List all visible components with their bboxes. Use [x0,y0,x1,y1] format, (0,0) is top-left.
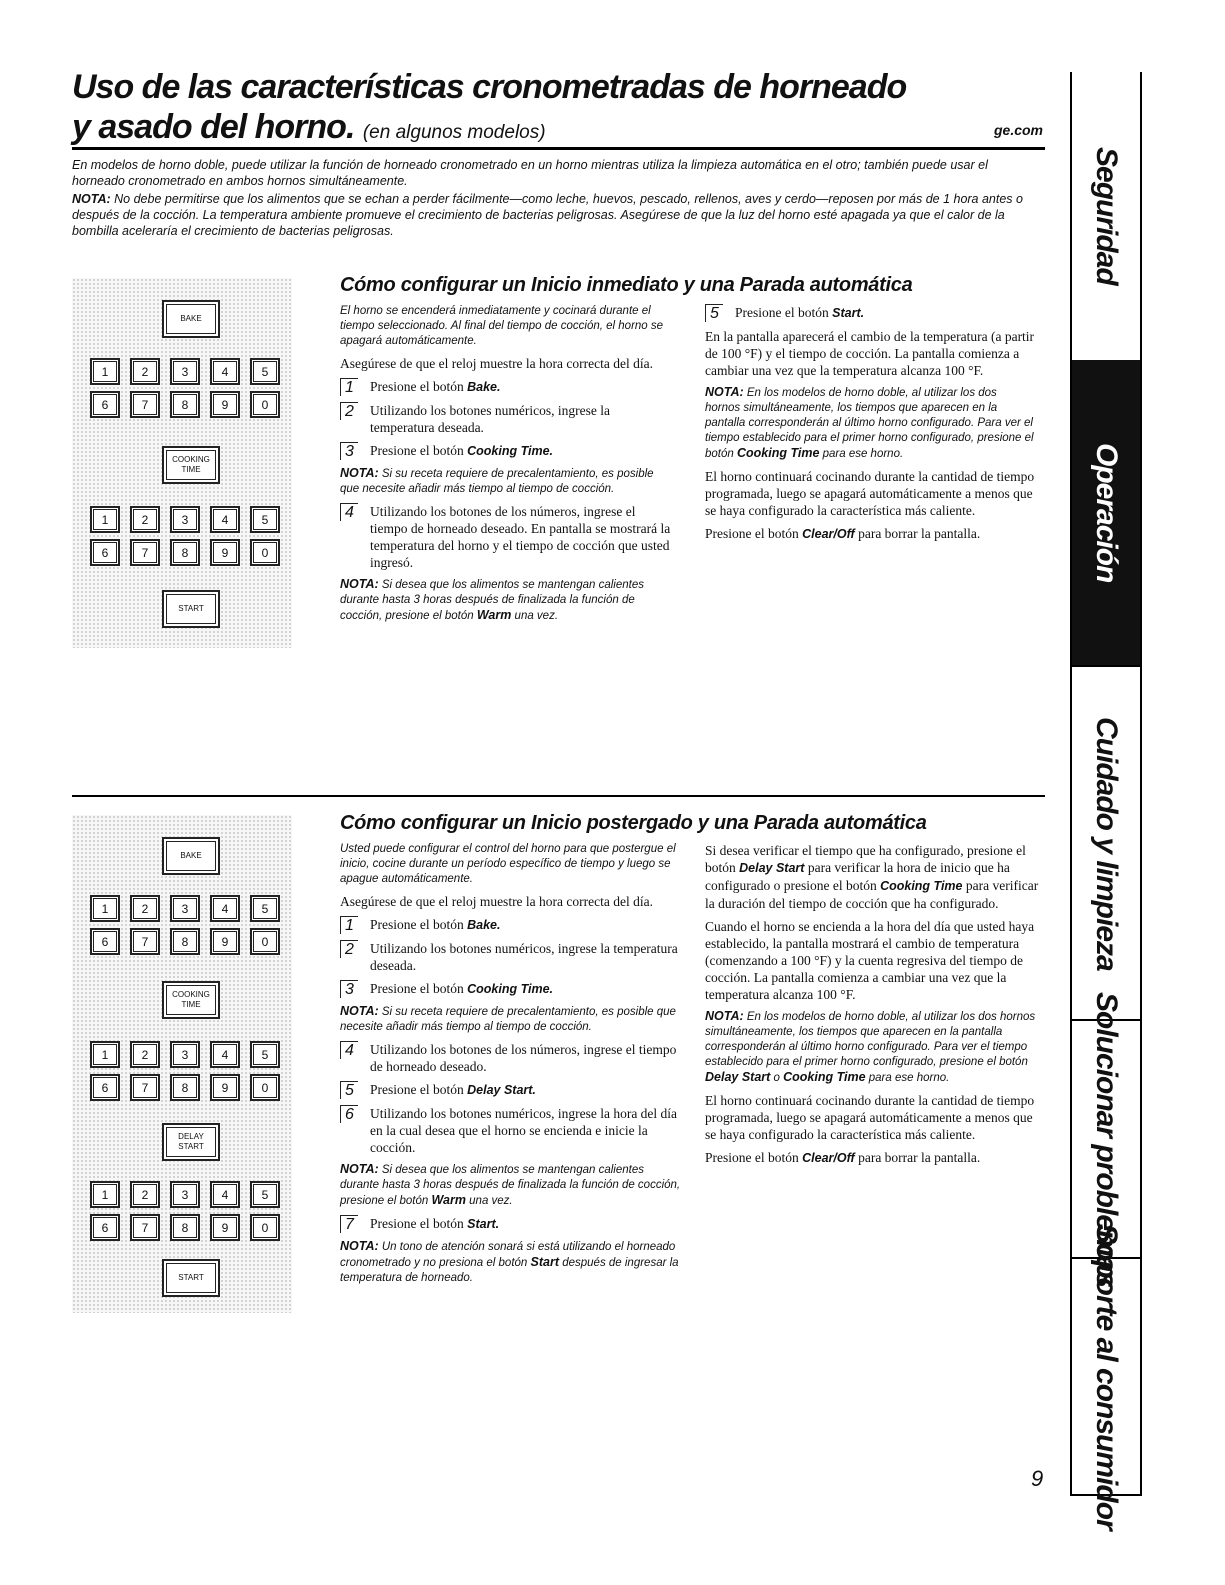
number-key: 8 [170,928,200,955]
step-number: 5 [705,304,735,322]
page-title-line1: Uso de las características cronometradas de horneado [72,68,907,106]
step-number: 5 [340,1081,370,1099]
section1-clock-text: Asegúrese de que el reloj muestre la hora correcta del día. [340,356,653,371]
number-key: 6 [90,1214,120,1241]
number-key: 5 [250,1041,280,1068]
number-key: 5 [250,1181,280,1208]
step-number: 7 [340,1215,370,1233]
step-number: 4 [340,503,370,521]
step-number: 3 [340,442,370,460]
step-number: 1 [340,378,370,396]
number-key: 9 [210,391,240,418]
bake-key: BAKE [162,300,220,338]
number-key: 0 [250,1214,280,1241]
section1-step3: 3 Presione el botón Cooking Time. [340,442,675,460]
number-key: 9 [210,928,240,955]
number-key: 7 [130,1214,160,1241]
number-key: 1 [90,1041,120,1068]
section2-when-text: Cuando el horno se encienda a la hora del día que usted haya establecido, la pantalla mostrará el cambio de temperatura (comenzando a 100 °F) y la cuenta regresiva del tiempo de cocción. La pantalla comienza a cambiar una vez que la temperatura alcanza 100 °F. [705,919,1035,1002]
step-number: 3 [340,980,370,998]
number-key: 2 [130,1041,160,1068]
section1-step5: 5 Presione el botón Start. [705,304,1035,322]
section1-nota3: NOTA: En los modelos de horno doble, al utilizar los dos hornos simultáneamente, los tiempos que aparecen en la pantalla corresponderán al último horno configurado. Para ver el tiempo establecido para el primer horno configurado, presione el botón Cooking Time para ese horno. [705,385,1034,460]
tab-operacion[interactable]: Operación [1072,360,1140,665]
title-subtitle: (en algunos modelos) [362,122,546,143]
section2-intro: Usted puede configurar el control del horno para que postergue el inicio, cocine durante un período específico de tiempo y luego se apague automáticamente. [340,843,676,885]
keypad-panel-1 [72,278,292,648]
number-key: 4 [210,506,240,533]
section2-right-column [705,842,1040,1173]
section1-right-column [705,304,1035,549]
number-key: 4 [210,1181,240,1208]
number-key: 6 [90,1074,120,1101]
number-key: 6 [90,928,120,955]
step-number: 4 [340,1041,370,1059]
section2-step6: 6 Utilizando los botones numéricos, ingrese la hora del día en la cual desea que el horno se encienda e inicie la cocción. [340,1105,685,1156]
number-key: 5 [250,358,280,385]
section-tabs [1070,72,1142,1530]
number-key: 0 [250,1074,280,1101]
section2-verify-text: Si desea verificar el tiempo que ha configurado, presione el botón Delay Start para verificar la hora de inicio que ha configurado o presione el botón Cooking Time para verificar la duración del tiempo de cocción que ha configurado. [705,843,1039,911]
step-number: 2 [340,940,370,958]
nota-text: No debe permitirse que los alimentos que se echan a perder fácilmente—como leche, huevos, pescado, rellenos, aves y cerdo—reposen por más de 1 hora antes o después de la cocción. La temperatura ambiente promueve el crecimiento de bacterias peligrosas. Asegúrese de que la luz del horno esté apagada ya que el calor de la bombilla aceleraría el crecimiento de bacterias peligrosas. [72,192,1023,238]
number-key: 5 [250,506,280,533]
section2-clock-text: Asegúrese de que el reloj muestre la hora correcta del día. [340,894,653,909]
tab-solucionar-problemas[interactable]: Solucionar problemas [1072,1019,1140,1259]
section2-step7: 7 Presione el botón Start. [340,1215,685,1233]
number-key: 2 [130,506,160,533]
number-key: 9 [210,1214,240,1241]
section2-step5: 5 Presione el botón Delay Start. [340,1081,685,1099]
site-url[interactable]: ge.com [993,122,1043,138]
section1-nota2: NOTA: Si desea que los alimentos se mantengan calientes durante hasta 3 horas después de finalizada la función de cocción, presione el botón Warm una vez. [340,577,644,622]
section-divider [72,795,1045,797]
keypad-panel-2 [72,815,292,1313]
number-key: 6 [90,539,120,566]
section2-nota1: NOTA: Si su receta requiere de precalentamiento, es posible que necesite añadir más tiempo al tiempo de cocción. [340,1004,676,1033]
number-key: 7 [130,539,160,566]
number-key: 0 [250,539,280,566]
section1-nota1: NOTA: Si su receta requiere de precalentamiento, es posible que necesite añadir más tiempo al tiempo de cocción. [340,466,654,495]
number-key: 3 [170,1181,200,1208]
title-main: y asado del horno. [72,108,355,146]
start-key: START [162,1259,220,1297]
page-number: 9 [1031,1466,1044,1491]
section2-continue-text: El horno continuará cocinando durante la cantidad de tiempo programada, luego se apagará automáticamente a menos que se haya configurado la característica más caliente. [705,1093,1035,1142]
section1-step1: 1 Presione el botón Bake. [340,378,675,396]
number-key: 1 [90,506,120,533]
number-key: 7 [130,1074,160,1101]
number-key: 4 [210,358,240,385]
number-key: 4 [210,895,240,922]
number-key: 0 [250,391,280,418]
number-key: 1 [90,1181,120,1208]
number-key: 5 [250,895,280,922]
delay-start-key: DELAY START [162,1123,220,1161]
step-number: 2 [340,402,370,420]
section2-nota2: NOTA: Si desea que los alimentos se mantengan calientes durante hasta 3 horas después de finalizada la función de cocción, presione el botón Warm una vez. [340,1162,681,1207]
number-key: 4 [210,1041,240,1068]
section1-display-text: En la pantalla aparecerá el cambio de la temperatura (a partir de 100 °F) y el tiempo de cocción. La pantalla comienza a cambiar una vez que la temperatura alcanza 100 °F. [705,329,1035,378]
number-key: 7 [130,928,160,955]
number-key: 7 [130,391,160,418]
number-key: 3 [170,1041,200,1068]
section2-left-column [340,842,685,1292]
section1-intro: El horno se encenderá inmediatamente y cocinará durante el tiempo seleccionado. Al final del tiempo de cocción, el horno se apagará automáticamente. [340,305,664,347]
cooking-time-key: COOKING TIME [162,981,220,1019]
intro-nota [72,191,1037,239]
section1-clear-text: Presione el botón Clear/Off para borrar la pantalla. [705,526,981,541]
number-key: 3 [170,506,200,533]
number-key: 8 [170,539,200,566]
number-key: 6 [90,391,120,418]
tab-seguridad[interactable]: Seguridad [1090,147,1123,285]
number-key: 3 [170,358,200,385]
section2-step1: 1 Presione el botón Bake. [340,916,685,934]
section1-continue-text: El horno continuará cocinando durante la cantidad de tiempo programada, luego se apagará automáticamente a menos que se haya configurado la característica más caliente. [705,469,1035,518]
number-key: 0 [250,928,280,955]
section2-step4: 4 Utilizando los botones de los números, ingrese el tiempo de horneado deseado. [340,1041,685,1075]
nota-label: NOTA: [72,192,111,206]
section2-step3: 3 Presione el botón Cooking Time. [340,980,685,998]
section1-heading: Cómo configurar un Inicio inmediato y una Parada automática [340,274,913,296]
section2-heading: Cómo configurar un Inicio postergado y una Parada automática [340,812,927,834]
number-key: 3 [170,895,200,922]
number-key: 1 [90,358,120,385]
section1-step2: 2 Utilizando los botones numéricos, ingrese la temperatura deseada. [340,402,675,436]
step-number: 1 [340,916,370,934]
section1-step4: 4 Utilizando los botones de los números, ingrese el tiempo de horneado deseado. En pantalla se mostrará la temperatura del horno y el tiempo de cocción que usted ingresó. [340,503,675,571]
number-key: 8 [170,391,200,418]
number-key: 8 [170,1074,200,1101]
section2-nota4: NOTA: En los modelos de horno doble, al utilizar los dos hornos simultáneamente, los tiempos que aparecen en la pantalla corresponderán al último horno configurado. Para ver el tiempo establecido para el primer horno configurado, presione el botón Delay Start o Cooking Time para ese horno. [705,1009,1036,1084]
section2-nota3: NOTA: Un tono de atención sonará si está utilizando el horneado cronometrado y no presiona el botón Start después de ingresar la temperatura de horneado. [340,1239,679,1284]
section2-step2: 2 Utilizando los botones numéricos, ingrese la temperatura deseada. [340,940,685,974]
cooking-time-key: COOKING TIME [162,446,220,484]
start-key: START [162,590,220,628]
section1-left-column [340,304,675,630]
bake-key: BAKE [162,837,220,875]
page-title-line2 [72,108,546,147]
number-key: 9 [210,539,240,566]
number-key: 1 [90,895,120,922]
section2-clear-text: Presione el botón Clear/Off para borrar la pantalla. [705,1150,981,1165]
tab-soporte-al-consumidor[interactable]: Soporte al consumidor [1072,1257,1140,1494]
header-rule [72,147,1045,150]
number-key: 8 [170,1214,200,1241]
tab-cuidado-y-limpieza[interactable]: Cuidado y limpieza [1072,665,1140,1021]
number-key: 2 [130,358,160,385]
intro-paragraph: En modelos de horno doble, puede utilizar la función de horneado cronometrado en un horno mientras utiliza la limpieza automática en el otro; también puede usar el horneado cronometrado en ambos hornos simultáneamente. [72,158,988,188]
step-number: 6 [340,1105,370,1123]
number-key: 2 [130,1181,160,1208]
number-key: 2 [130,895,160,922]
number-key: 9 [210,1074,240,1101]
